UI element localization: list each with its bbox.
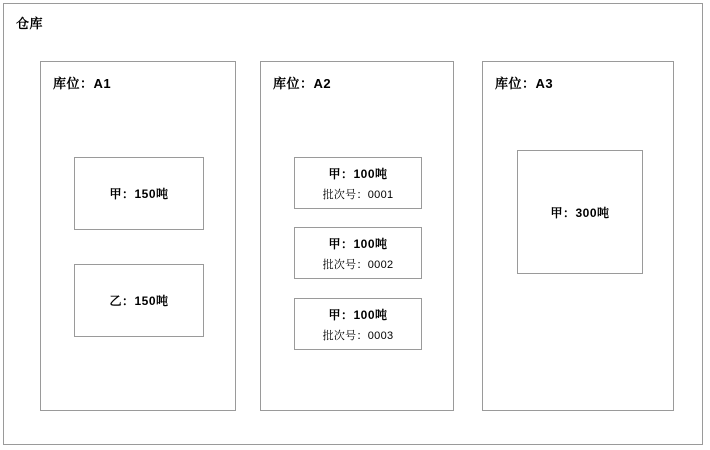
stock-card — [517, 150, 643, 274]
location-box-a2 — [260, 61, 454, 411]
stock-card-batch-no: 批次号：0003 — [322, 329, 394, 342]
stock-card — [294, 227, 422, 279]
location-title-a1: 库位：A1 — [53, 76, 112, 91]
location-title-a3: 库位：A3 — [495, 76, 554, 91]
warehouse-container — [3, 3, 703, 445]
stock-card-quantity: 甲：300吨 — [550, 205, 610, 220]
location-title-a2: 库位：A2 — [273, 76, 332, 91]
stock-card-quantity: 甲：100吨 — [328, 307, 388, 322]
stock-card-batch-no: 批次号：0001 — [322, 188, 394, 201]
stock-card — [294, 298, 422, 350]
stock-card-quantity: 甲：100吨 — [328, 166, 388, 181]
stock-card-batch-no: 批次号：0002 — [322, 258, 394, 271]
stock-card — [294, 157, 422, 209]
stock-card-quantity: 甲：100吨 — [328, 236, 388, 251]
stock-card — [74, 264, 204, 337]
location-box-a1 — [40, 61, 236, 411]
warehouse-title: 仓库 — [16, 16, 44, 31]
stock-card-quantity: 乙：150吨 — [109, 294, 169, 308]
stock-card-quantity: 甲：150吨 — [109, 187, 169, 201]
stock-card — [74, 157, 204, 230]
location-box-a3 — [482, 61, 674, 411]
